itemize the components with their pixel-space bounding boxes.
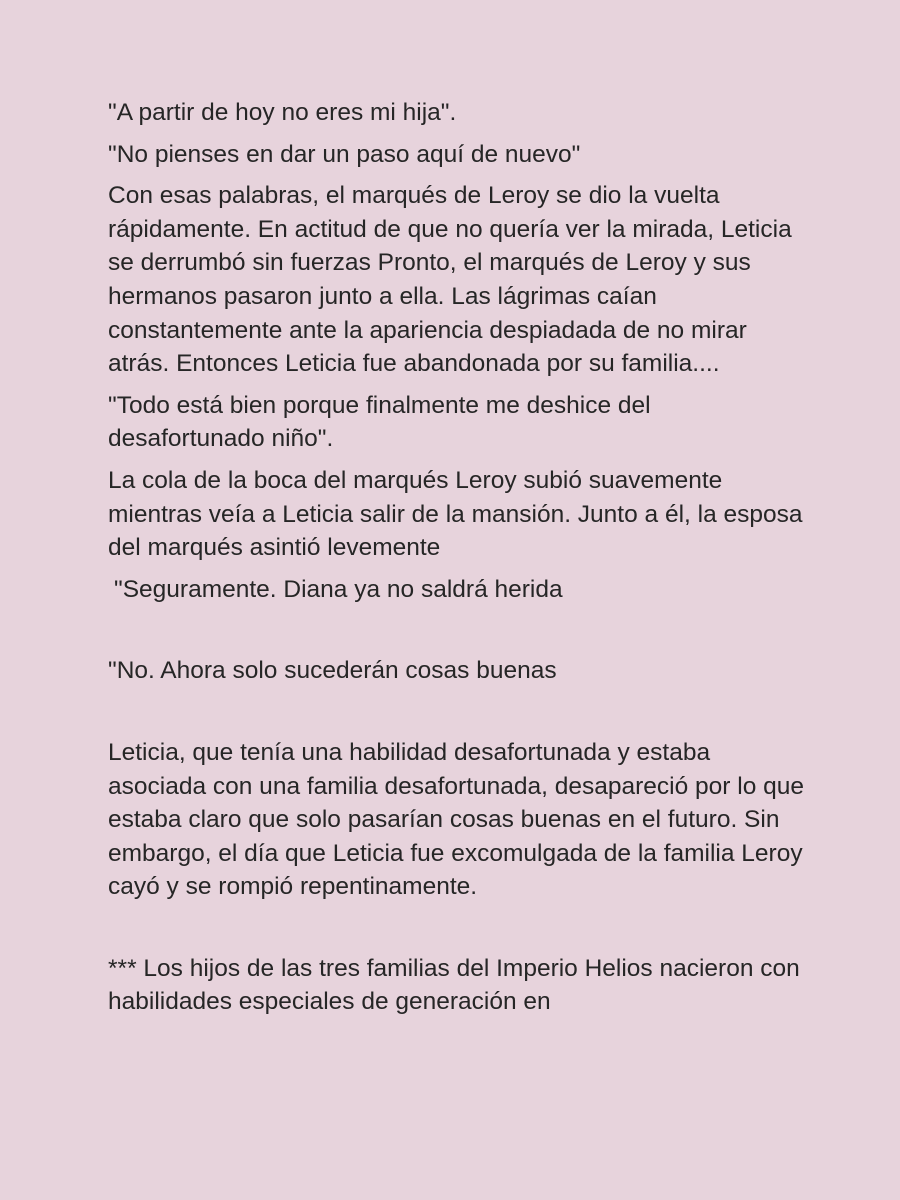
paragraph-4: "Todo está bien porque finalmente me deshice del desafortunado niño". <box>108 391 651 453</box>
paragraph-6: "Seguramente. Diana ya no saldrá herida <box>114 575 563 603</box>
paragraph-7: "No. Ahora solo sucederán cosas buenas <box>108 657 557 685</box>
paragraph-1: "A partir de hoy no eres mi hija". <box>108 99 457 126</box>
paragraph-5: La cola de la boca del marqués Leroy subió suavemente mientras veía a Leticia salir de la mansión. Junto a él, la esposa del marqués asintió levemente <box>108 466 803 562</box>
paragraph-2: "No pienses en dar un paso aquí de nuevo" <box>108 140 581 168</box>
paragraph-3: Con esas palabras, el marqués de Leroy se dio la vuelta rápidamente. En actitud de que no quería ver la mirada, Leticia se derrumbó sin fuerzas Pronto, el marqués de Leroy y sus hermanos pasaron junto a ella. Las lágrimas caían constantemente ante la apariencia despiadada de no mirar atrás. Entonces Leticia fue abandonada por su familia.... <box>108 182 792 378</box>
document-body <box>108 96 808 1027</box>
paragraph-9: *** Los hijos de las tres familias del Imperio Helios nacieron con habilidades especiales de generación en <box>108 954 800 1016</box>
paragraph-8: Leticia, que tenía una habilidad desafortunada y estaba asociada con una familia desafortunada, desapareció por lo que estaba claro que solo pasarían cosas buenas en el futuro. Sin embargo, el día que Leticia fue excomulgada de la familia Leroy cayó y se rompió repentinamente. <box>108 738 805 901</box>
